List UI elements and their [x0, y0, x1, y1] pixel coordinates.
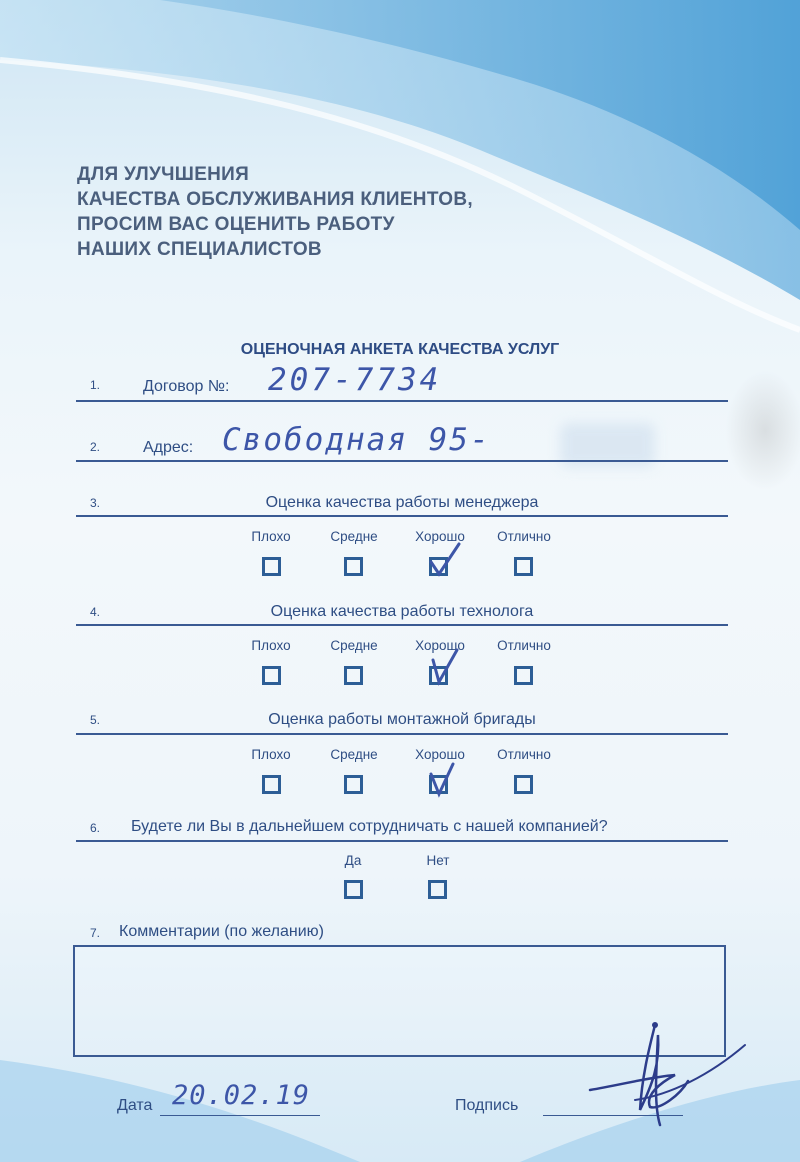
heading-line: КАЧЕСТВА ОБСЛУЖИВАНИЯ КЛИЕНТОВ, — [77, 189, 473, 210]
installation-poor-checkbox[interactable] — [262, 775, 281, 794]
date-value[interactable]: 20.02.19 — [172, 1080, 311, 1111]
installation-excellent-checkbox[interactable] — [514, 775, 533, 794]
handwritten-checkmark-icon — [425, 648, 465, 688]
technologist-excellent-checkbox[interactable] — [514, 666, 533, 685]
option-label-good: Хорошо — [415, 747, 465, 762]
option-label-average: Средне — [330, 529, 378, 544]
option-label-excellent: Отлично — [497, 747, 551, 762]
option-label-poor: Плохо — [251, 638, 291, 653]
paper-stain — [725, 370, 800, 490]
cooperation-question-label: Будете ли Вы в дальнейшем сотрудничать с нашей компанией? — [131, 818, 608, 835]
form-heading — [77, 162, 473, 262]
installation-team-rating-label: Оценка работы монтажной бригады — [268, 711, 536, 728]
address-label: Адрес: — [143, 439, 194, 456]
manager-average-checkbox[interactable] — [344, 557, 363, 576]
option-label-average: Средне — [330, 638, 378, 653]
underline — [76, 733, 728, 735]
question-number: 1. — [90, 378, 101, 392]
manager-rating-label: Оценка качества работы менеджера — [265, 494, 539, 511]
question-number: 4. — [90, 605, 101, 619]
manager-excellent-checkbox[interactable] — [514, 557, 533, 576]
signature-scribble-icon — [580, 1015, 760, 1135]
option-label-yes: Да — [344, 853, 362, 868]
address-value[interactable]: Свободная 95- — [222, 422, 491, 458]
option-label-excellent: Отлично — [497, 638, 551, 653]
cooperation-yes-checkbox[interactable] — [344, 880, 363, 899]
option-label-no: Нет — [426, 853, 450, 868]
cooperation-no-checkbox[interactable] — [428, 880, 447, 899]
option-label-excellent: Отлично — [497, 529, 551, 544]
heading-line: ПРОСИМ ВАС ОЦЕНИТЬ РАБОТУ — [77, 214, 395, 235]
question-number: 3. — [90, 496, 101, 510]
technologist-average-checkbox[interactable] — [344, 666, 363, 685]
question-number: 5. — [90, 713, 101, 727]
option-label-good: Хорошо — [415, 529, 465, 544]
signature-label: Подпись — [455, 1097, 519, 1114]
option-label-poor: Плохо — [251, 747, 291, 762]
date-label: Дата — [117, 1097, 153, 1114]
heading-line: ДЛЯ УЛУЧШЕНИЯ — [77, 164, 250, 185]
question-number: 7. — [90, 926, 101, 940]
heading-line: НАШИХ СПЕЦИАЛИСТОВ — [77, 239, 322, 260]
contract-number-value[interactable]: 207-7734 — [268, 362, 442, 398]
option-label-good: Хорошо — [415, 638, 465, 653]
underline — [160, 1115, 320, 1116]
form-title: ОЦЕНОЧНАЯ АНКЕТА КАЧЕСТВА УСЛУГ — [240, 341, 560, 358]
underline — [76, 460, 728, 462]
underline — [76, 840, 728, 842]
option-label-average: Средне — [330, 747, 378, 762]
contract-label: Договор №: — [143, 378, 230, 395]
question-number: 2. — [90, 440, 101, 454]
installation-average-checkbox[interactable] — [344, 775, 363, 794]
manager-poor-checkbox[interactable] — [262, 557, 281, 576]
underline — [76, 400, 728, 402]
question-number: 6. — [90, 821, 101, 835]
option-label-poor: Плохо — [251, 529, 291, 544]
handwritten-checkmark-icon — [425, 758, 465, 798]
technologist-rating-label: Оценка качества работы технолога — [270, 603, 534, 620]
technologist-poor-checkbox[interactable] — [262, 666, 281, 685]
underline — [76, 515, 728, 517]
handwritten-checkmark-icon — [425, 540, 465, 580]
comments-label: Комментарии (по желанию) — [119, 923, 324, 940]
underline — [76, 624, 728, 626]
